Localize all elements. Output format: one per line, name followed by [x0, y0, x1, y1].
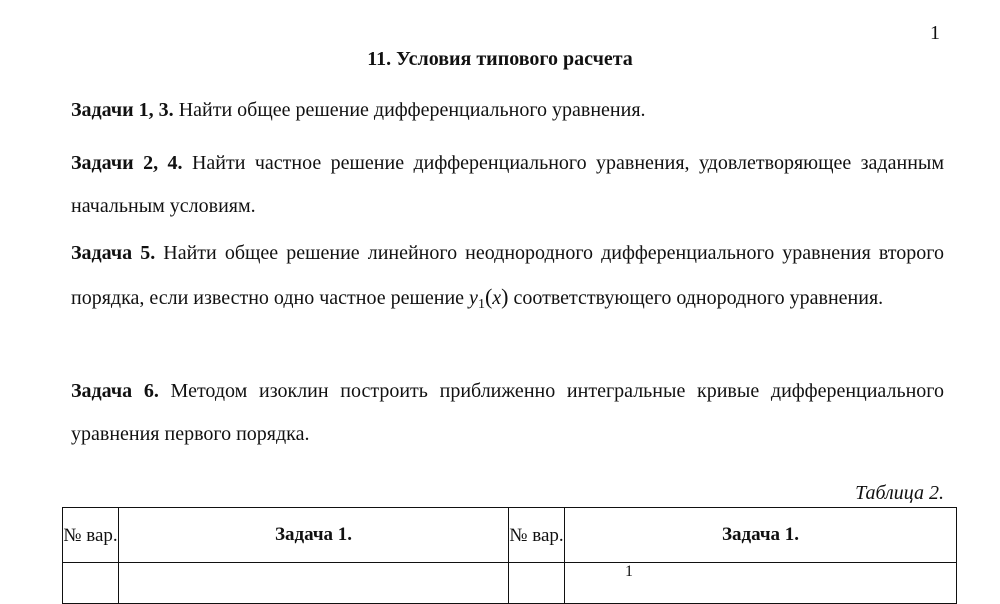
task-2-4-paragraph — [71, 142, 944, 228]
math-expression: $y_1(x)$ — [469, 284, 509, 312]
task-label: Задачи 1, 3. — [71, 99, 174, 121]
table-cell — [119, 563, 509, 604]
task-label: Задача 5. — [71, 242, 156, 264]
page-title: 11. Условия типового расчета — [367, 48, 633, 70]
task-text: Найти общее решение дифференциального уравнения. — [173, 99, 646, 121]
variant-number-header: № вар. — [63, 508, 119, 563]
task-text: Найти общее решение линейного неоднородного дифференциального уравнения второго порядка, если известно одно частное решение — [71, 242, 944, 309]
task-label: Задача 6. — [71, 380, 159, 402]
math-variable: y — [469, 287, 478, 309]
table-cell — [63, 563, 119, 604]
table-cell — [565, 563, 957, 604]
task-6-paragraph — [71, 370, 944, 456]
task-header-left: Задача 1. — [119, 508, 509, 563]
partial-formula-glyph: 1 — [625, 563, 633, 580]
page-number: 1 — [930, 22, 940, 44]
task-text-after: соответствующего однородного уравнения. — [508, 287, 884, 309]
task-text: Найти частное решение дифференциального уравнения, удовлетворяющее заданным начальным условиям. — [71, 152, 944, 217]
task-text: Методом изоклин построить приближенно интегральные кривые дифференциального уравнения первого порядка. — [71, 380, 944, 445]
table-cell — [509, 563, 565, 604]
table-row — [63, 563, 957, 604]
task-label: Задачи 2, 4. — [71, 152, 183, 174]
task-header-right: Задача 1. — [565, 508, 957, 563]
task-1-3-paragraph — [71, 89, 944, 132]
math-argument: x — [492, 287, 502, 309]
table-caption: Таблица 2. — [855, 482, 944, 504]
tasks-table — [62, 507, 957, 604]
table-header-row — [63, 508, 957, 563]
task-5-paragraph — [71, 232, 944, 326]
variant-number-header: № вар. — [509, 508, 565, 563]
math-subscript: 1 — [477, 297, 485, 312]
